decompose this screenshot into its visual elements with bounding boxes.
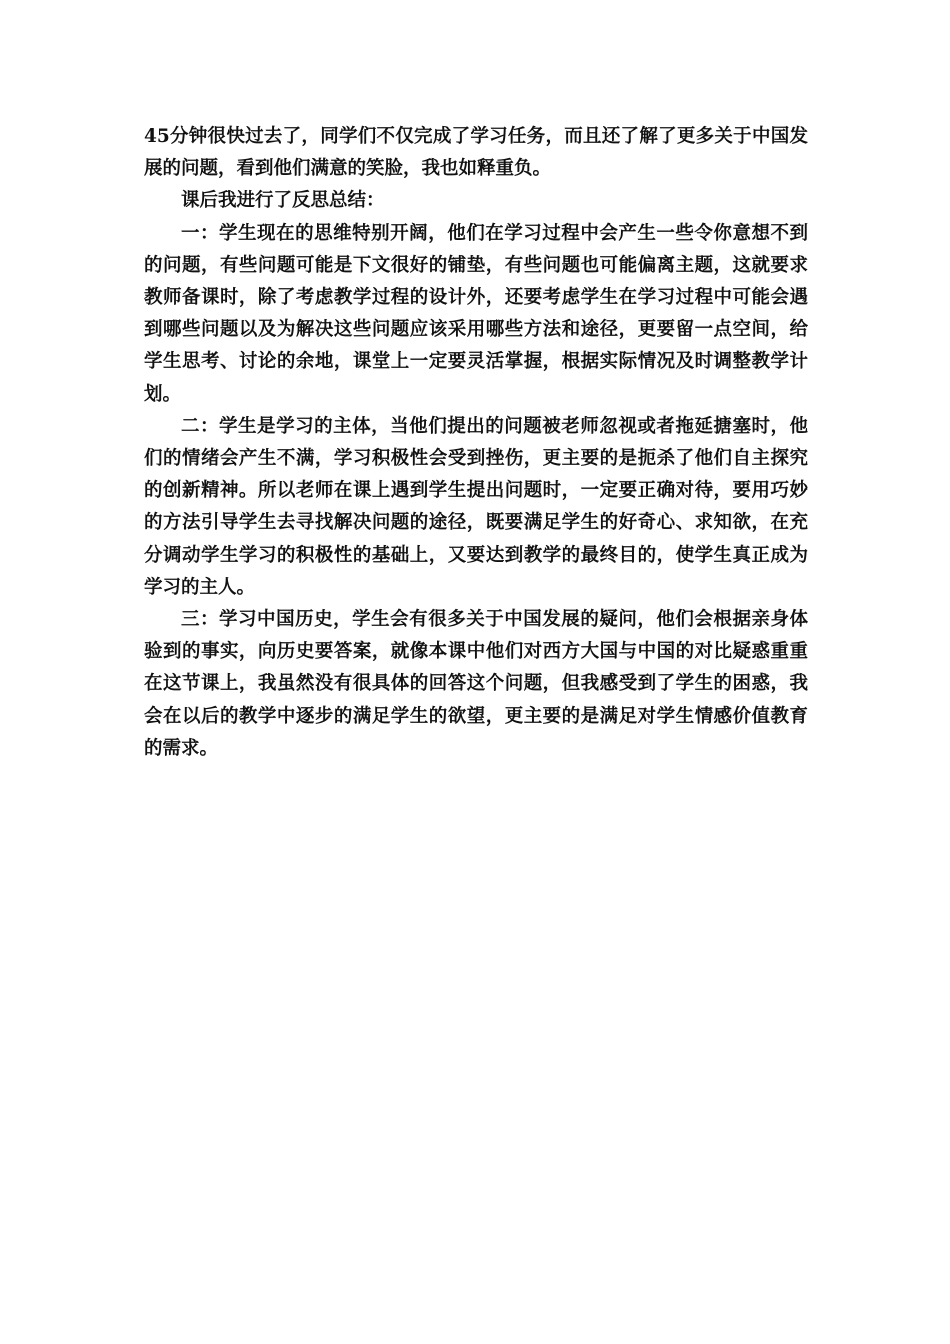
paragraph-point-two: 二：学生是学习的主体，当他们提出的问题被老师忽视或者拖延搪塞时，他们的情绪会产生不满，学习积极性会受到挫伤，更主要的是扼杀了他们自主探究的创新精神。所以老师在课上遇到学生提出问题时，一定要正确对待，要用巧妙的方法引导学生去寻找解决问题的途径，既要满足学生的好奇心、求知欲，在充分调动学生学习的积极性的基础上，又要达到教学的最终目的，使学生真正成为学习的主人。 — [144, 415, 808, 598]
paragraph-point-one: 一：学生现在的思维特别开阔，他们在学习过程中会产生一些令你意想不到的问题，有些问题可能是下文很好的铺垫，有些问题也可能偏离主题，这就要求教师备课时，除了考虑教学过程的设计外，还要考虑学生在学习过程中可能会遇到哪些问题以及为解决这些问题应该采用哪些方法和途径，更要留一点空间，给学生思考、讨论的余地，课堂上一定要灵活掌握，根据实际情况及时调整教学计划。 — [144, 222, 808, 405]
paragraph-intro: 45分钟很快过去了，同学们不仅完成了学习任务，而且还了解了更多关于中国发展的问题，看到他们满意的笑脸，我也如释重负。 — [144, 126, 808, 180]
paragraph-reflection-heading: 课后我进行了反思总结： — [181, 190, 385, 212]
paragraph-point-three: 三：学习中国历史，学生会有很多关于中国发展的疑问，他们会根据亲身体验到的事实，向历史要答案，就像本课中他们对西方大国与中国的对比疑惑重重在这节课上，我虽然没有很具体的回答这个问题，但我感受到了学生的困惑，我会在以后的教学中逐步的满足学生的欲望，更主要的是满足对学生情感价值教育的需求。 — [144, 609, 808, 759]
document-body — [144, 121, 808, 765]
